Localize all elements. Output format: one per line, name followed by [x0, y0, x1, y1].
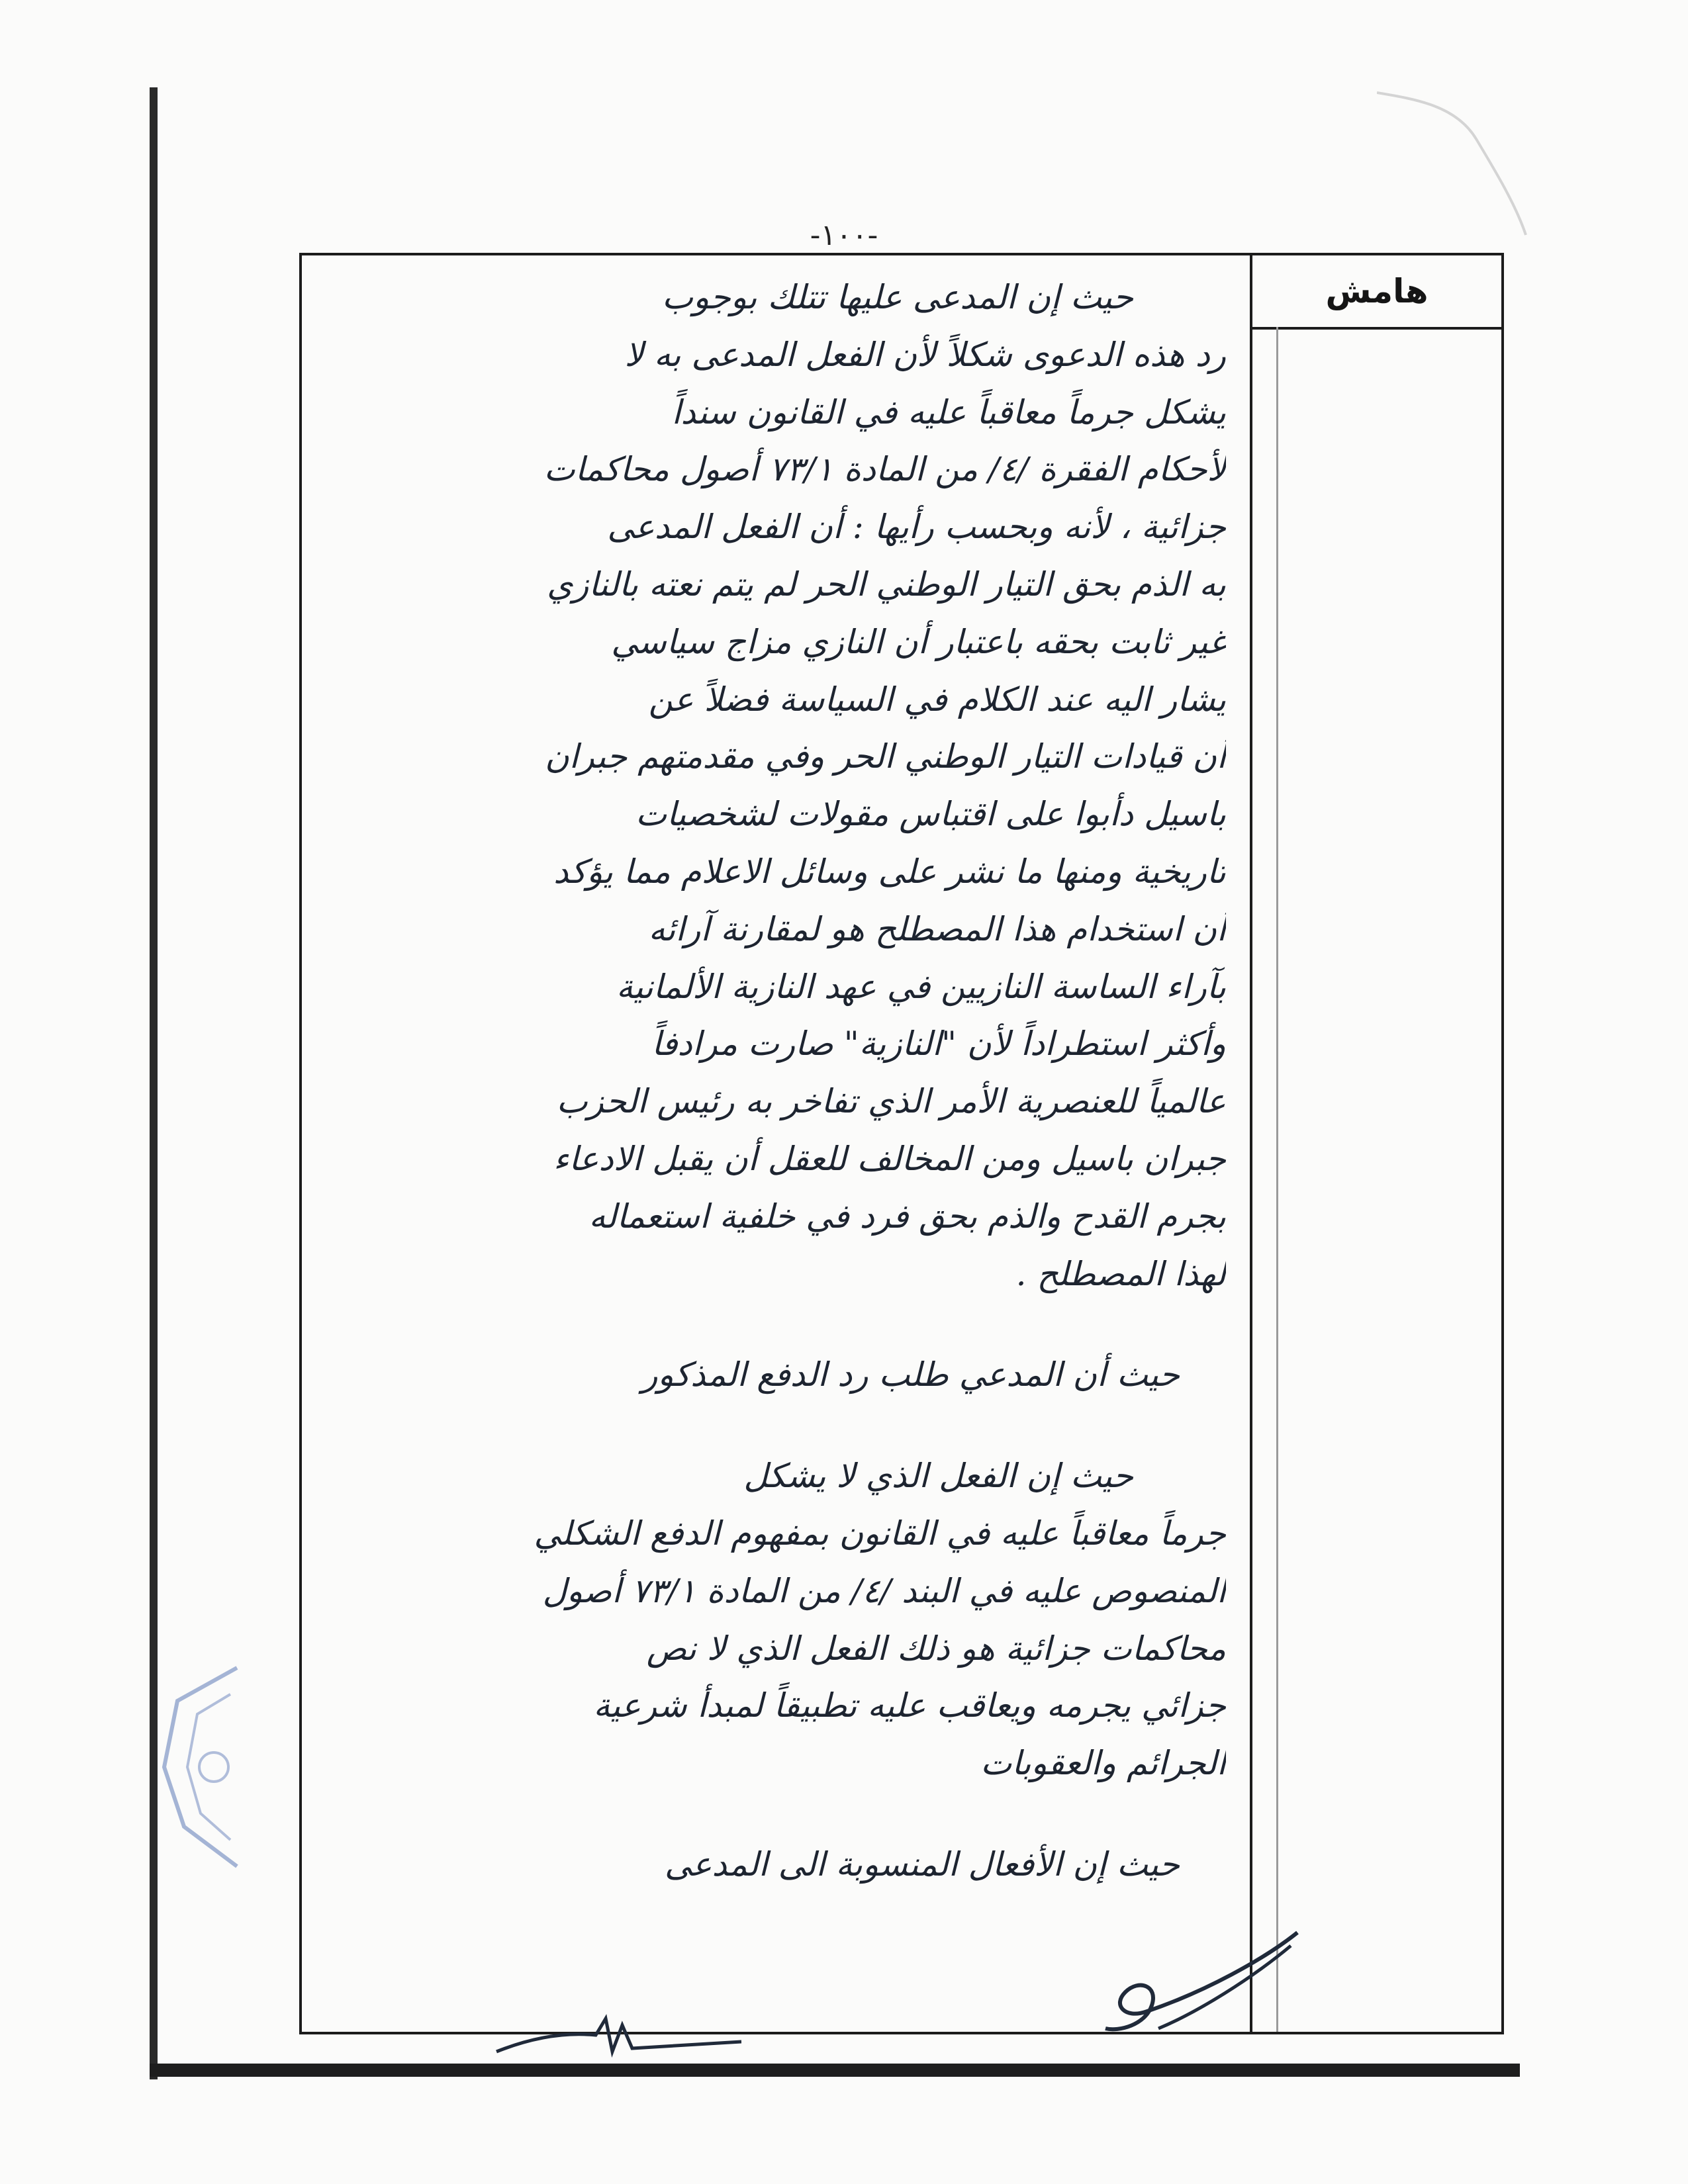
text-line: جزائي يجرمه ويعاقب عليه تطبيقاً لمبدأ شرعية — [593, 1686, 1226, 1725]
text-line: بآراء الساسة النازيين في عهد النازية الألمانية — [616, 967, 1226, 1006]
scanner-edge-bottom — [150, 2064, 1520, 2077]
text-line: أن قيادات التيار الوطني الحر وفي مقدمتهم جبران — [545, 737, 1226, 776]
folded-corner-mark — [1377, 86, 1529, 238]
text-line: بجرم القدح والذم بحق فرد في خلفية استعماله — [588, 1197, 1226, 1236]
text-line: يشكل جرماً معاقباً عليه في القانون سنداً — [671, 392, 1226, 432]
text-line: لأحكام الفقرة /٤/ من المادة ٧٣/١ أصول محاكمات — [543, 450, 1226, 489]
initials-scribble — [490, 2012, 741, 2065]
margin-header: هامش — [1252, 255, 1501, 330]
text-line: الجرائم والعقوبات — [980, 1744, 1226, 1783]
text-line: باسيل دأبوا على اقتباس مقولات لشخصيات — [635, 795, 1226, 834]
margin-column — [1250, 255, 1501, 2032]
text-line: حيث أن المدعي طلب رد الدفع المذكور — [641, 1355, 1180, 1394]
text-line: غير ثابت بحقه باعتبار أن النازي مزاج سياسي — [611, 622, 1226, 661]
text-line: جزائية ، لأنه وبحسب رأيها : أن الفعل المدعى — [607, 508, 1226, 547]
margin-rule — [1276, 327, 1278, 2032]
page-number: -١٠٠- — [810, 218, 878, 252]
text-line: يشار اليه عند الكلام في السياسة فضلاً عن — [648, 680, 1226, 719]
text-line: عالمياً للعنصرية الأمر الذي تفاخر به رئيس الحزب — [556, 1082, 1226, 1121]
partial-stamp — [151, 1655, 244, 1880]
signature — [1099, 1919, 1311, 2038]
text-line: جبران باسيل ومن المخالف للعقل أن يقبل الادعاء — [553, 1139, 1226, 1178]
document-frame — [299, 253, 1504, 2034]
text-line: لهذا المصطلح . — [1015, 1254, 1226, 1293]
text-line: جرماً معاقباً عليه في القانون بمفهوم الدفع الشكلي — [534, 1514, 1226, 1553]
text-line: حيث إن الفعل الذي لا يشكل — [743, 1457, 1133, 1496]
text-line: حيث إن المدعى عليها تتلك بوجوب — [662, 278, 1133, 316]
text-line: به الذم بحق التيار الوطني الحر لم يتم نعته بالنازي — [547, 565, 1226, 604]
handwritten-body — [302, 255, 1252, 2032]
text-line: المنصوص عليه في البند /٤/ من المادة ٧٣/١ أصول — [542, 1571, 1226, 1610]
text-line: تاريخية ومنها ما نشر على وسائل الاعلام مما يؤكد — [553, 852, 1226, 891]
text-line: محاكمات جزائية هو ذلك الفعل الذي لا نص — [646, 1629, 1226, 1668]
text-line: وأكثر استطراداً لأن "النازية" صارت مرادفاً — [651, 1024, 1226, 1064]
text-line: أن استخدام هذا المصطلح هو لمقارنة آرائه — [648, 909, 1226, 948]
text-line: رد هذه الدعوى شكلاً لأن الفعل المدعى به لا — [624, 335, 1226, 374]
text-line: حيث إن الأفعال المنسوبة الى المدعى — [664, 1844, 1180, 1884]
